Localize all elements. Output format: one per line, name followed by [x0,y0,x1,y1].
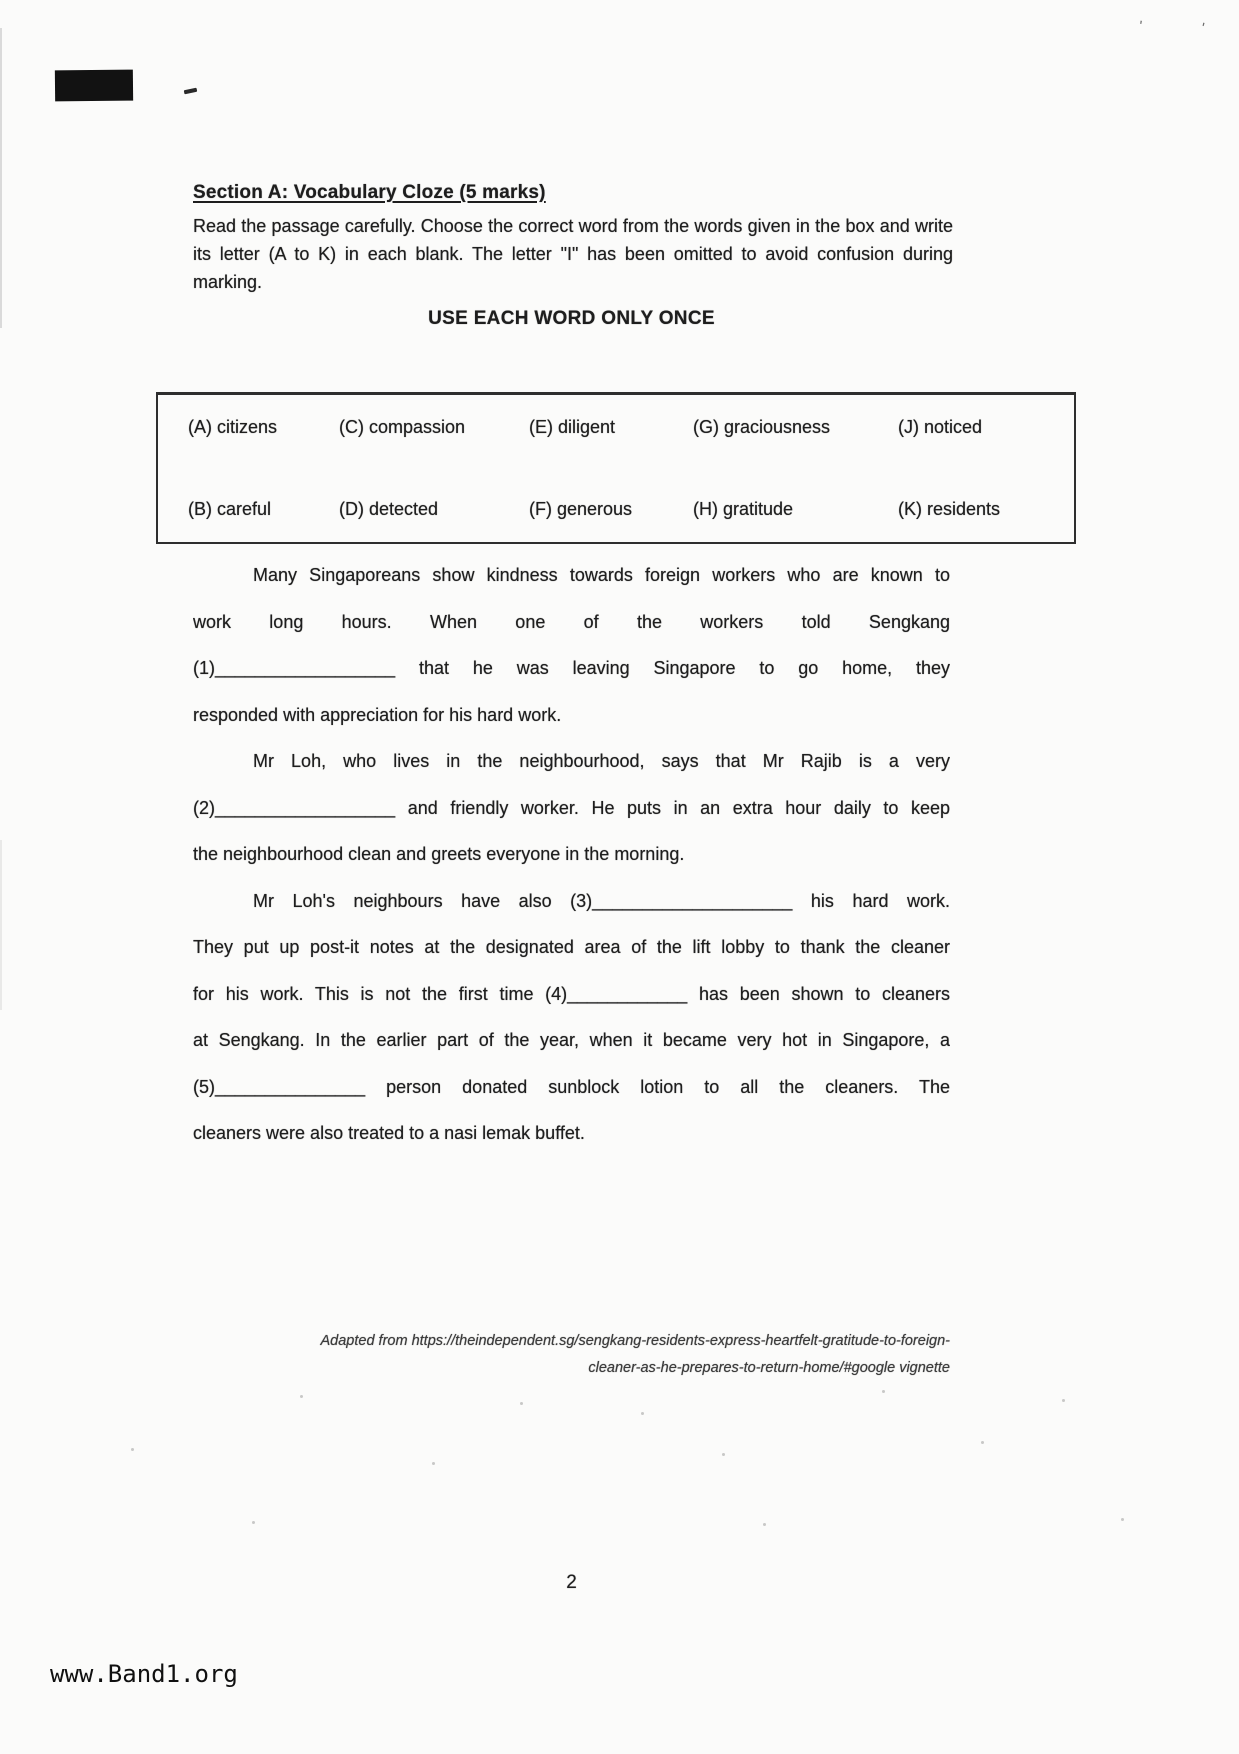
redacted-label [55,70,133,102]
scan-speckle [882,1390,885,1393]
passage-line: work long hours. When one of the workers told Sengkang [193,611,950,632]
word-item: (J) noticed [898,417,983,437]
scan-tick-mark: ' [1198,19,1206,38]
passage-line-blank-4: for his work. This is not the first time (4)____________ has been shown to cleaners [193,983,950,1004]
scan-speckle [520,1402,523,1405]
word-box-title: USE EACH WORD ONLY ONCE [428,308,715,329]
scan-edge-line [0,28,2,328]
section-heading: Section A: Vocabulary Cloze (5 marks) [193,182,546,203]
word-item: (K) residents [898,499,1001,519]
passage-line: the neighbourhood clean and greets everyone in the morning. [193,844,685,864]
word-item: (E) diligent [529,417,616,437]
scan-speckle [641,1412,644,1415]
passage-line-blank-5: (5)_______________ person donated sunblock lotion to all the cleaners. The [193,1076,950,1097]
passage-line: Many Singaporeans show kindness towards foreign workers who are known to [253,565,950,585]
passage-line-blank-3: Mr Loh's neighbours have also (3)____________________ his hard work. [253,890,950,911]
scan-speckle [981,1441,984,1444]
word-item: (H) gratitude [693,499,794,519]
scan-edge-line [0,840,2,1010]
word-box-row [188,499,1068,520]
scan-speckle [252,1521,255,1524]
source-line: cleaner-as-he-prepares-to-return-home/#google vignette [588,1360,950,1376]
scan-speckle [300,1395,303,1398]
passage-line: They put up post-it notes at the designated area of the lift lobby to thank the cleaner [193,937,950,957]
source-attribution [193,1328,950,1382]
page-number: 2 [566,1572,577,1593]
passage-line-blank-2: (2)__________________ and friendly worker. He puts in an extra hour daily to keep [193,797,950,818]
word-item: (C) compassion [339,417,466,437]
word-box [156,392,1076,544]
word-item: (B) careful [188,499,272,519]
scan-speckle [1121,1518,1124,1521]
scan-speckle [131,1448,134,1451]
scan-speckle [1062,1399,1065,1402]
watermark: www.Band1.org [50,1660,238,1688]
word-item: (D) detected [339,499,439,519]
scan-speckle [432,1462,435,1465]
passage-line: cleaners were also treated to a nasi lemak buffet. [193,1123,585,1143]
word-item: (A) citizens [188,417,278,437]
source-line: Adapted from https://theindependent.sg/sengkang-residents-express-heartfelt-gratitude-to-foreign- [320,1333,950,1349]
pen-dash-mark [184,88,198,95]
scan-speckle [763,1523,766,1526]
word-item: (G) graciousness [693,417,831,437]
passage-line: at Sengkang. In the earlier part of the year, when it became very hot in Singapore, a [193,1030,950,1050]
passage-line: responded with appreciation for his hard work. [193,704,562,725]
section-instructions: Read the passage carefully. Choose the correct word from the words given in the box and write its letter (A to K) in each blank. The letter "I" has been omitted to avoid confusion during marking. [193,216,953,292]
passage-line: Mr Loh, who lives in the neighbourhood, says that Mr Rajib is a very [253,751,950,771]
scan-tick-mark: ' [1137,17,1144,36]
word-item: (F) generous [529,499,633,519]
word-box-row [188,417,1068,438]
scan-speckle [722,1453,725,1456]
passage-line-blank-1: (1)__________________ that he was leaving Singapore to go home, they [193,658,950,678]
cloze-passage [193,552,950,1157]
